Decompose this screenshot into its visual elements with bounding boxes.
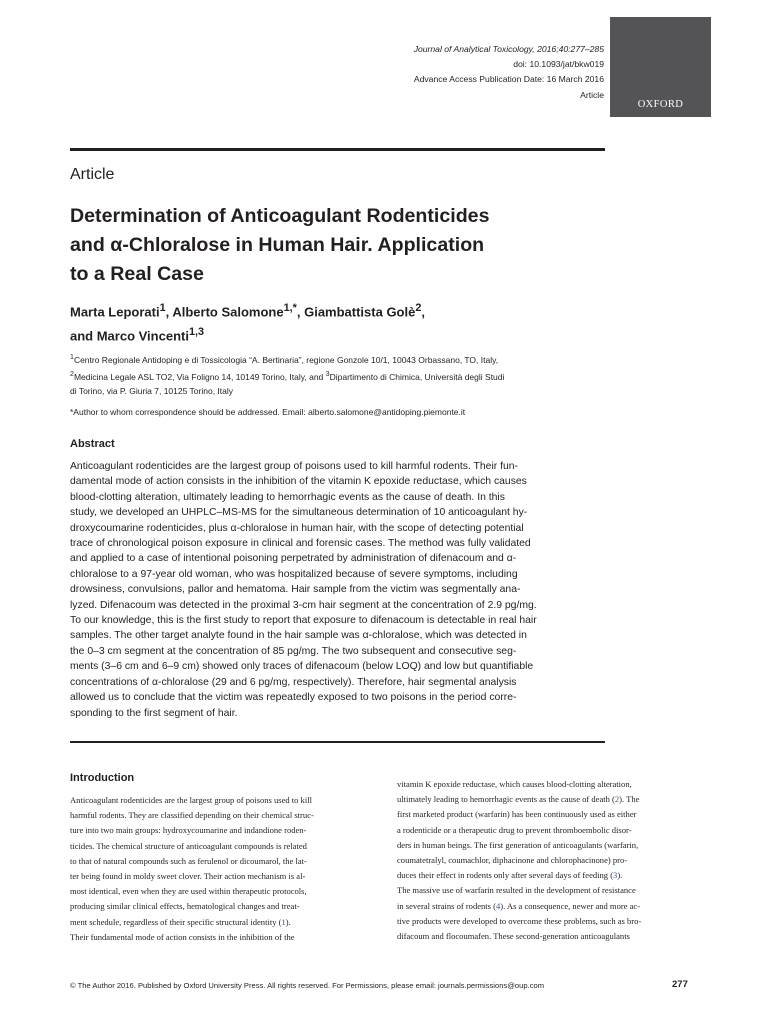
abstract-line: chloralose to a 97-year old woman, who was hospitalized because of severe symptoms, including (70, 568, 518, 580)
abstract-heading: Abstract (70, 438, 115, 450)
author-4-affil: 1,3 (188, 326, 205, 339)
body-column-right (397, 777, 699, 944)
abstract-line: drowsiness, convulsions, pallor and hematoma. Hair sample from the victim was segmentally ana- (70, 584, 521, 596)
body-text: in several strains of rodents (397, 900, 491, 911)
page-number: 277 (672, 979, 688, 990)
body-line: ment schedule, regardless of their specific structural identity (1). (70, 916, 291, 927)
body-line: The massive use of warfarin resulted in the development of resistance (397, 885, 636, 896)
abstract-line: ments (3–6 cm and 6–9 cm) showed only traces of difenacoum (below LOQ) and low but quantifiable (70, 661, 534, 673)
abstract-line: droxycoumarine rodenticides, plus α-chloralose in human hair, with the scope of detecting potential (70, 522, 524, 534)
affiliation-line-2 (70, 367, 610, 384)
doi: doi: 10.1093/jat/bkw019 (513, 59, 604, 70)
abstract-line: study, we developed an UHPLC–MS-MS for the simultaneous determination of 10 anticoagulant hy- (70, 507, 528, 519)
citation-link[interactable]: 1 (281, 916, 286, 927)
article-type: Article (580, 89, 604, 100)
author-1-affil: 1 (159, 302, 166, 314)
author-3-affil: 2 (415, 302, 422, 314)
affil-text-2: Medicina Legale ASL TO2, Via Foligno 14, 10149 Torino, Italy, and (73, 371, 324, 382)
article-label: Article (70, 166, 115, 183)
affil-sup-2: 2 (70, 370, 74, 379)
journal-metadata (284, 42, 604, 103)
abstract-line: samples. The other target analyte found in the hair sample was α-chloralose, which was detected in (70, 630, 527, 642)
author-1: Marta Leporati (70, 304, 160, 320)
affil-sup-3: 3 (325, 370, 330, 379)
author-3: Giambattista Golè (304, 304, 416, 320)
author-2: Alberto Salomone (172, 304, 284, 320)
body-text: . As a consequence, newer and more ac- (503, 900, 641, 911)
body-line: vitamin K epoxide reductase, which causes blood-clotting alteration, (397, 779, 632, 789)
paper-title (70, 202, 610, 289)
abstract-line: Anticoagulant rodenticides are the largest group of poisons used to kill harmful rodents. Their fun- (70, 461, 519, 472)
abstract-body (70, 459, 607, 721)
journal-citation: Journal of Analytical Toxicology, 2016;40:277–285 (413, 44, 604, 54)
introduction-heading: Introduction (70, 772, 135, 784)
body-line: a rodenticide or a therapeutic drug to prevent thromboembolic disor- (397, 824, 632, 835)
abstract-line: the 0–3 cm segment at the concentration of 85 pg/mg. The two subsequent and consecutive seg- (70, 645, 517, 657)
author-line-2 (70, 322, 610, 346)
body-line: to that of natural compounds such as ferulenol or dicoumarol, the lat- (70, 855, 307, 866)
body-line: ultimately leading to hemorrhagic events as the cause of death (2). The (397, 794, 640, 805)
correspondence-note: *Author to whom correspondence should be addressed. Email: alberto.salomone@antidoping.piemonte.it (70, 407, 466, 417)
author-line-1: Marta Leporati$^1$, Alberto Salomone$^{1,*}$, Giambattista Golè$^2$, (70, 302, 425, 320)
body-text: ment schedule, regardless of their specific structural identity (70, 916, 277, 927)
affiliations (70, 350, 610, 398)
abstract-line: damental mode of action consists in the inhibition of the vitamin K epoxide reductase, which causes (70, 476, 527, 488)
affiliation-line-3: di Torino, via P. Giuria 7, 10125 Torino, Italy (70, 386, 234, 397)
abstract-line: To our knowledge, this is the first study to report that exposure to difenacoum is detectable in real hair (70, 615, 537, 627)
abstract-line: and applied to a case of intentional poisoning perpetrated by administration of difenacoum and α- (70, 553, 517, 565)
body-line: ders in human beings. The first generation of anticoagulants (warfarin, (397, 839, 639, 850)
citation-link[interactable]: 3 (613, 870, 618, 881)
body-line: Anticoagulant rodenticides are the largest group of poisons used to kill (70, 795, 312, 805)
title-line-1: Determination of Anticoagulant Rodenticides (70, 205, 490, 227)
body-line: harmful rodents. They are classified depending on their chemical struc- (70, 810, 314, 821)
title-line-2: and α-Chloralose in Human Hair. Application (70, 234, 485, 256)
body-line: ture into two main groups: hydroxycoumarine and indandione roden- (70, 825, 307, 836)
citation-link[interactable]: 4 (495, 900, 501, 911)
body-line: coumatetralyl, coumachlor, diphacinone and chlorophacinone) pro- (397, 855, 628, 866)
abstract-line: concentrations of α-chloralose (29 and 6 pg/mg, respectively). Therefore, hair segmental analysis (70, 676, 517, 688)
title-line-3: to a Real Case (70, 263, 204, 285)
body-line: ter being found in moldy sweet clover. Their action mechanism is al- (70, 871, 306, 882)
body-line: producing similar clinical effects, hematological changes and treat- (70, 901, 300, 912)
abstract-line: trace of chronological poison exposure in clinical and forensic cases. The method was fully validated (70, 538, 531, 550)
citation-link[interactable]: 2 (614, 794, 620, 805)
author-list (70, 298, 610, 347)
author-2-affil: 1,* (283, 302, 297, 314)
publisher-logo (610, 17, 711, 117)
affiliation-line-1 (70, 350, 610, 367)
author-4: and Marco Vincenti (70, 328, 189, 344)
body-column-left (70, 793, 375, 945)
publication-date: Advance Access Publication Date: 16 March 2016 (413, 74, 604, 85)
abstract-line: sponding to the first segment of hair. (70, 707, 238, 719)
copyright-footer: © The Author 2016. Published by Oxford University Press. All rights reserved. For Permissions, please email: journals.permissions@oup.com (70, 981, 545, 990)
affil-sup-1: 1 (70, 353, 74, 361)
body-text: ultimately leading to hemorrhagic events as the cause of death (397, 794, 610, 805)
abstract-divider (70, 741, 605, 743)
affil-text-3: Dipartimento di Chimica, Università degli Studi (329, 371, 505, 382)
body-line: most identical, even when they are used within therapeutic protocols, (70, 886, 307, 897)
abstract-line: blood-clotting alteration, ultimately leading to hemorrhagic events as the cause of death. In this (70, 491, 505, 503)
body-line: ticides. The chemical structure of anticoagulant compounds is related (70, 840, 307, 851)
body-line: Their fundamental mode of action consists in the inhibition of the (70, 931, 295, 942)
abstract-line: lyzed. Difenacoum was detected in the proximal 3-cm hair segment at the concentration of 2.9 pg/mg. (70, 599, 537, 611)
body-line: difacoum and flocoumafen. These second-generation anticoagulants (397, 931, 630, 942)
body-line: first marketed product (warfarin) has been continuously used as either (397, 809, 637, 820)
body-line: duces their effect in rodents only after several days of feeding (3). (397, 870, 623, 881)
body-line: in several strains of rodents (4). As a consequence, newer and more ac- (397, 900, 641, 911)
body-line: tive products were developed to overcome these problems, such as bro- (397, 915, 642, 926)
affil-text-1: Centro Regionale Antidoping e di Tossicologia “A. Bertinaria”, regione Gonzole 10/1, 10043 Orbassano, TO, Italy, (73, 354, 499, 365)
body-text: duces their effect in rodents only after several days of feeding (397, 870, 609, 881)
publisher-logo-text: OXFORD (637, 99, 684, 110)
top-divider (70, 148, 605, 151)
body-text: . The (622, 794, 640, 805)
abstract-line: allowed us to conclude that the victim was repeatedly exposed to two poisons in the period corre- (70, 692, 517, 704)
